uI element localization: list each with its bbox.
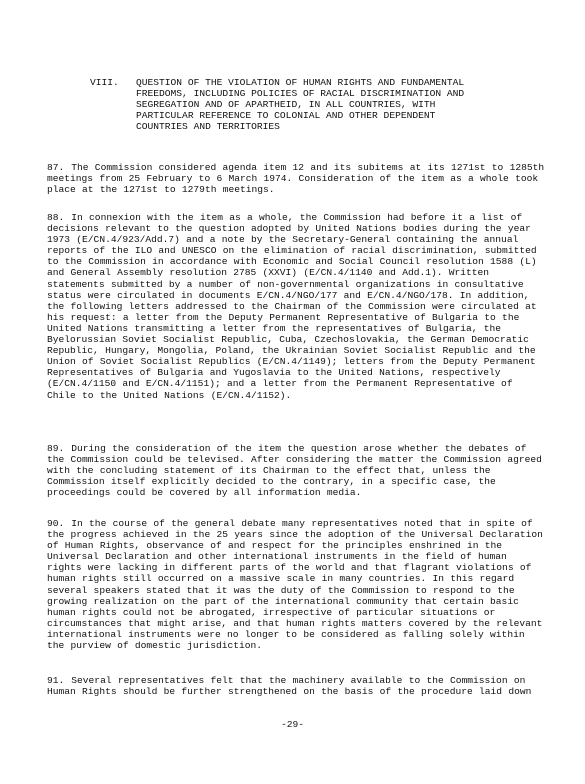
paragraph-88 — [47, 212, 545, 401]
page-number: -29- — [280, 719, 305, 730]
paragraph-number: 91. — [47, 675, 65, 686]
paragraph-text: In the course of the general debate many representatives noted that in spite of the progress achieved in the 25 years since the adoption of the Universal Declaration of Human Rights, observance of and respect for the principles enshrined in the Universal Declaration and other international instruments in the field of human rights were lacking in different parts of the world and that flagrant violations of human rights still occurred on a massive scale in many countries. In this regard several speakers stated that it was the duty of the Commission to respond to the growing realization on the part of the international community that certain basic human rights could not be abrogated, irrespective of particular situations or circumstances that might arise, and that human rights matters covered by the relevant international instruments were no longer to be considered as falling solely within the purview of domestic jurisdiction. — [47, 518, 543, 652]
section-title: QUESTION OF THE VIOLATION OF HUMAN RIGHTS AND FUNDAMENTAL FREEDOMS, INCLUDING POLICIES OF RACIAL DISCRIMINATION AND SEGREGATION AND OF APARTHEID, IN ALL COUNTRIES, WITH PARTICULAR REFERENCE TO COLONIAL AND OTHER DEPENDENT COUNTRIES AND TERRITORIES — [136, 77, 465, 133]
paragraph-89 — [47, 443, 545, 498]
paragraph-text: In connexion with the item as a whole, the Commission had before it a list of decisions relevant to the question adopted by United Nations bodies during the year 1973 (E/CN.4/923/Add.7) and a note by the Secretary-General containing the annual reports of the ILO and UNESCO on the elimination of racial discrimination, submitted to the Commission in accordance with Economic and Social Council resolution 1588 (L) and General Assembly resolution 2785 (XXVI) (E/CN.4/1140 and Add.1). Written statements submitted by a number of non-governmental organizations in consultative status were circulated in documents E/CN.4/NGO/177 and E/CN.4/NGO/178. In addition, the following letters addressed to the Chairman of the Commission were circulated at his request: a letter from the Deputy Permanent Representative of Bulgaria to the United Nations transmitting a letter from the representatives of Bulgaria, the Byelorussian Soviet Socialist Republic, Cuba, Czechoslovakia, the German Democratic Republic, Hungary, Mongolia, Poland, the Ukrainian Soviet Socialist Republic and the Union of Soviet Socialist Republics (E/CN.4/1149); letters from the Deputy Permanent Representatives of Bulgaria and Yugoslavia to the United Nations, respectively (E/CN.4/1150 and E/CN.4/1151); and a letter from the Permanent Representative of Chile to the United Nations (E/CN.4/1152). — [47, 212, 537, 401]
paragraph-91 — [47, 675, 545, 697]
paragraph-number: 87. — [47, 162, 65, 173]
paragraph-number: 88. — [47, 212, 65, 223]
section-heading — [90, 77, 490, 132]
paragraph-text: The Commission considered agenda item 12 and its subitems at its 1271st to 1285th meetings from 25 February to 6 March 1974. Consideration of the item as a whole took place at the 1271st to 1279th meetings. — [47, 162, 545, 196]
paragraph-text: Several representatives felt that the machinery available to the Commission on Human Rights should be further strengthened on the basis of the procedure laid down — [47, 675, 532, 698]
paragraph-90 — [47, 518, 545, 651]
paragraph-number: 90. — [47, 518, 65, 529]
paragraph-87 — [47, 162, 545, 195]
paragraph-text: During the consideration of the item the question arose whether the debates of the Commission could be televised. After considering the matter the Commission agreed with the concluding statement of its Chairman to the effect that, unless the Commission itself explicitly decided to the contrary, in a specific case, the proceedings could be covered by all information media. — [47, 443, 542, 499]
section-number: VIII. — [90, 77, 119, 88]
paragraph-number: 89. — [47, 443, 65, 454]
